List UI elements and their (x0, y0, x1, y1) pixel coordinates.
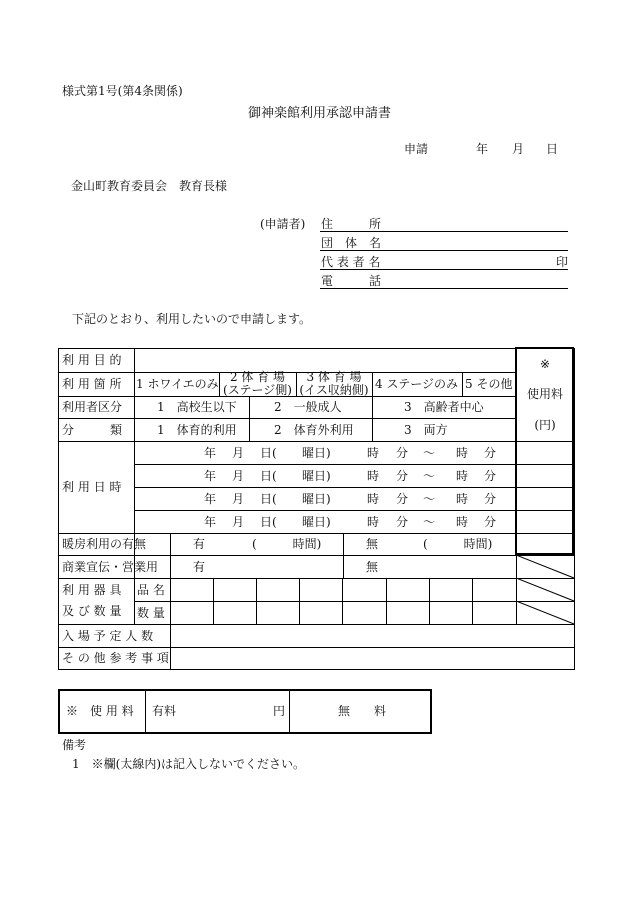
applicant-label: (申請者) (260, 217, 306, 231)
address-underline (320, 231, 568, 232)
dt-minute2: 分 (484, 445, 497, 460)
remarks-label: 備考 (62, 738, 87, 752)
location-option-2-note: (ステージ側) (223, 383, 292, 397)
dt-weekday: 曜日) (302, 514, 331, 529)
dt-hour2: 時 (456, 491, 469, 506)
dt-hour2: 時 (456, 468, 469, 483)
dt-weekday: 曜日) (302, 468, 331, 483)
location-option-3[interactable] (296, 372, 372, 396)
equipment-label-2: 及 び 数 量 (62, 604, 122, 619)
dt-tilde: ～ (423, 468, 436, 483)
remark-item: 1 ※欄(太線内)は記入しないでください。 (72, 757, 305, 771)
category-2[interactable]: 2 体育外利用 (274, 422, 354, 437)
fee-yen: 円 (273, 704, 286, 719)
category-label: 分 類 (62, 422, 123, 437)
dt-weekday: 曜日) (302, 445, 331, 460)
fee-free[interactable]: 無 料 (338, 704, 387, 719)
user-type-label: 利用者区分 (62, 400, 123, 415)
purpose-label: 利 用 目 的 (62, 353, 122, 368)
slash-marks (516, 555, 575, 624)
location-option-2-name: 2 体 育 場 (229, 370, 286, 385)
fee-column-box (515, 347, 574, 555)
applicant-phone-label: 電 話 (321, 274, 382, 288)
date-year: 年 (476, 142, 489, 156)
heating-no[interactable]: 無 (366, 537, 379, 552)
location-option-4[interactable]: 4 ステージのみ (375, 377, 458, 392)
location-option-1[interactable]: 1 ホワイエのみ (136, 377, 219, 392)
dt-minute: 分 (396, 514, 409, 529)
user-type-1[interactable]: 1 高校生以下 (157, 400, 237, 415)
equipment-name-label: 品 名 (137, 582, 165, 597)
dt-day: 日( (260, 491, 277, 506)
dt-year: 年 (204, 514, 217, 529)
commercial-yes[interactable]: 有 (193, 559, 206, 574)
addressee: 金山町教育委員会 教育長様 (71, 179, 228, 193)
heating-yes-hours[interactable]: ( 時間) (252, 537, 322, 552)
purpose-input[interactable] (134, 349, 516, 372)
dt-weekday: 曜日) (302, 491, 331, 506)
datetime-label: 利 用 日 時 (62, 480, 122, 495)
dt-year: 年 (204, 468, 217, 483)
user-type-2[interactable]: 2 一般成人 (274, 400, 342, 415)
datetime-row[interactable] (134, 511, 516, 533)
intro-text: 下記のとおり、利用したいので申請します。 (72, 312, 312, 326)
dt-day: 日( (260, 514, 277, 529)
dt-tilde: ～ (423, 514, 436, 529)
commercial-no[interactable]: 無 (366, 559, 379, 574)
form-number: 様式第1号(第4条関係) (62, 84, 183, 98)
location-label: 利 用 箇 所 (62, 377, 122, 392)
fee-paid[interactable]: 有料 (152, 704, 177, 719)
date-label: 申請 (404, 142, 429, 156)
date-month: 月 (512, 142, 525, 156)
dt-minute: 分 (396, 445, 409, 460)
dt-hour: 時 (367, 445, 380, 460)
seal-mark: 印 (556, 255, 569, 269)
phone-underline (320, 288, 568, 289)
dt-hour: 時 (367, 514, 380, 529)
datetime-row[interactable] (134, 465, 516, 487)
attendance-input[interactable] (171, 625, 574, 647)
dt-tilde: ～ (423, 491, 436, 506)
dt-minute2: 分 (484, 468, 497, 483)
dt-minute: 分 (396, 468, 409, 483)
category-1[interactable]: 1 体育的利用 (157, 422, 237, 437)
datetime-row[interactable] (134, 442, 516, 464)
equipment-qty-label: 数 量 (137, 605, 165, 620)
fee-label: 使用料 (526, 386, 563, 401)
datetime-row[interactable] (134, 488, 516, 510)
category-3[interactable]: 3 両方 (404, 422, 448, 437)
applicant-rep-label: 代 表 者 名 (321, 255, 381, 269)
dt-minute2: 分 (484, 491, 497, 506)
dt-day: 日( (260, 468, 277, 483)
applicant-org-label: 団 体 名 (321, 236, 382, 250)
location-option-3-note: (イス収納側) (299, 383, 369, 397)
rep-underline (320, 269, 568, 270)
fee-unit: (円) (534, 417, 556, 432)
user-type-3[interactable]: 3 高齢者中心 (404, 400, 484, 415)
dt-year: 年 (204, 445, 217, 460)
location-option-2[interactable] (219, 372, 296, 396)
heating-label: 暖房利用の有無 (62, 537, 147, 552)
org-underline (320, 250, 568, 251)
location-option-5[interactable]: 5 その他 (465, 377, 513, 392)
attendance-label: 入 場 予 定 人 数 (62, 628, 154, 643)
dt-hour: 時 (367, 468, 380, 483)
heating-yes[interactable]: 有 (193, 537, 206, 552)
page-title: 御神楽館利用承認申請書 (248, 106, 392, 121)
dt-hour: 時 (367, 491, 380, 506)
heating-no-hours[interactable]: ( 時間) (423, 537, 493, 552)
dt-year: 年 (204, 491, 217, 506)
location-option-3-name: 3 体 育 場 (306, 370, 362, 385)
dt-minute: 分 (396, 491, 409, 506)
date-day: 日 (546, 142, 559, 156)
equipment-label-1: 利 用 器 具 (62, 583, 122, 598)
dt-month: 月 (232, 445, 245, 460)
dt-month: 月 (232, 514, 245, 529)
fee-summary-label: ※ 使 用 料 (66, 704, 134, 719)
dt-minute2: 分 (484, 514, 497, 529)
dt-month: 月 (232, 491, 245, 506)
fee-mark: ※ (539, 356, 551, 371)
dt-tilde: ～ (423, 445, 436, 460)
applicant-address-label: 住 所 (321, 217, 382, 231)
dt-hour2: 時 (456, 514, 469, 529)
notes-label: そ の 他 参 考 事 項 (62, 651, 169, 666)
dt-day: 日( (260, 445, 277, 460)
dt-month: 月 (232, 468, 245, 483)
dt-hour2: 時 (456, 445, 469, 460)
commercial-label: 商業宣伝・営業用 (62, 559, 159, 574)
notes-input[interactable] (171, 648, 574, 669)
